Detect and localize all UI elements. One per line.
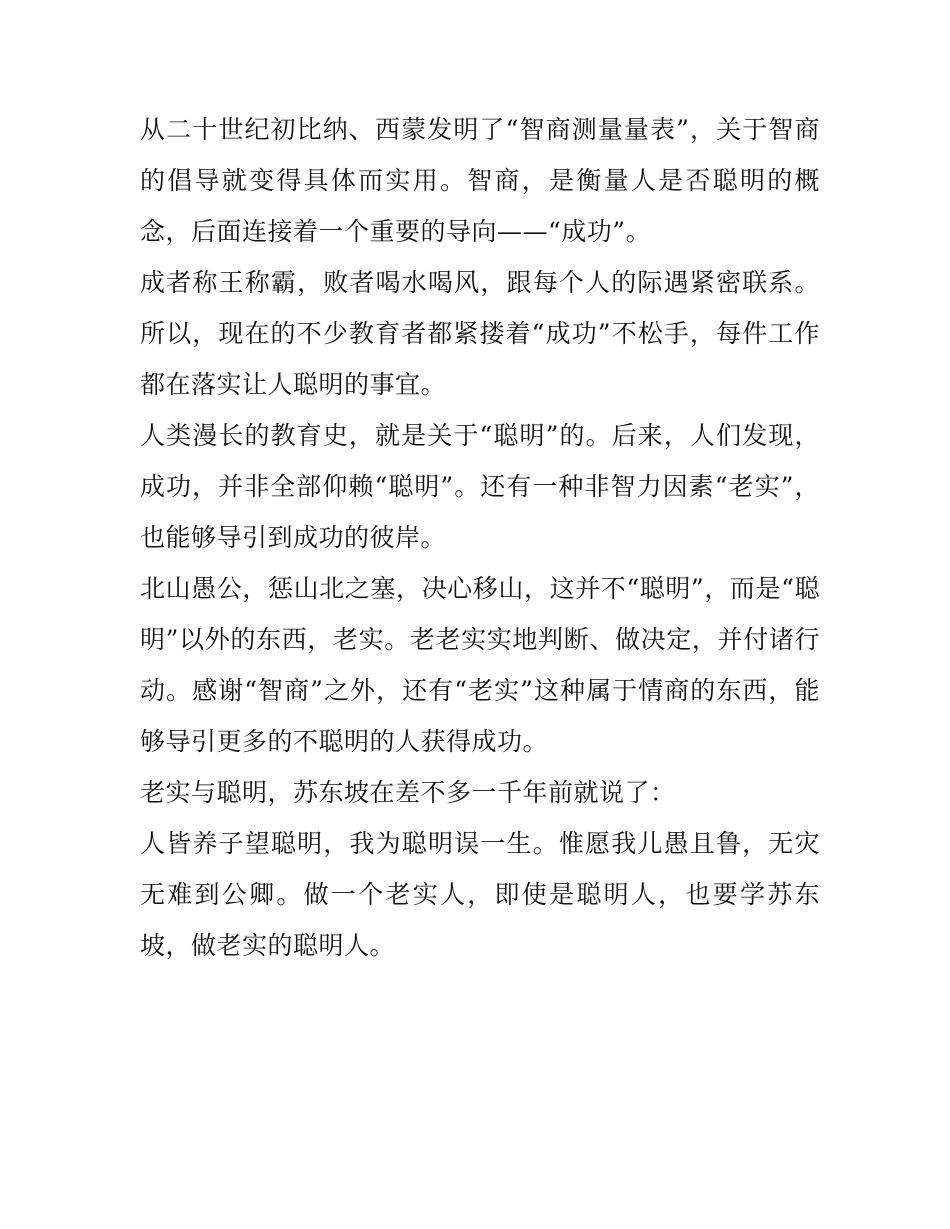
paragraph-iq-scale: 从二十世纪初比纳、西蒙发明了“智商测量量表”，关于智商的倡导就变得具体而实用。智商，是衡量人是否聪明的概念，后面连接着一个重要的导向——“成功”。 <box>140 115 820 246</box>
paragraph-su-dongpo-poem: 人皆养子望聪明，我为聪明误一生。惟愿我儿愚且鲁，无灾无难到公卿。做一个老实人，即使是聪明人，也要学苏东坡，做老实的聪明人。 <box>140 829 820 960</box>
paragraph-success: 成者称王称霸，败者喝水喝风，跟每个人的际遇紧密联系。所以，现在的不少教育者都紧搂着“成功”不松手，每件工作都在落实让人聪明的事宜。 <box>140 268 820 399</box>
paragraph-education-history: 人类漫长的教育史，就是关于“聪明”的。后来，人们发现，成功，并非全部仰赖“聪明”。还有一种非智力因素“老实”，也能够导引到成功的彼岸。 <box>140 421 820 552</box>
paragraph-su-dongpo-intro: 老实与聪明，苏东坡在差不多一千年前就说了： <box>140 778 676 807</box>
paragraph-yugong: 北山愚公，惩山北之塞，决心移山，这并不“聪明”，而是“聪明”以外的东西，老实。老老实实地判断、做决定，并付诸行动。感谢“智商”之外，还有“老实”这种属于情商的东西，能够导引更多的不聪明的人获得成功。 <box>140 574 820 756</box>
document-body <box>140 104 820 971</box>
